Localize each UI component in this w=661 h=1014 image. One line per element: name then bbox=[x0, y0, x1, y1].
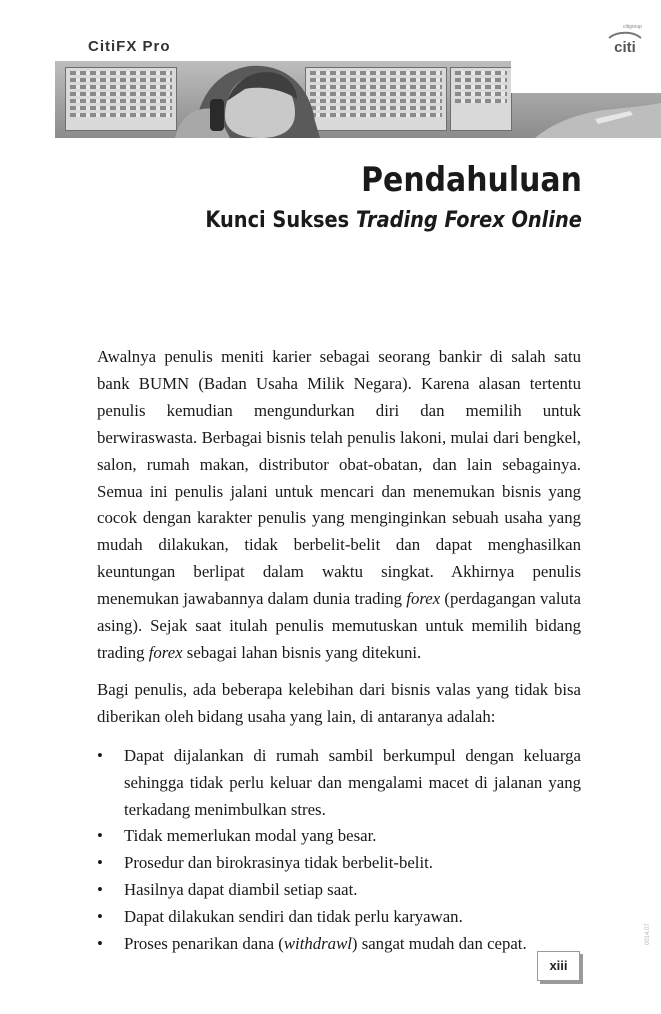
paragraph-intro bbox=[97, 344, 581, 667]
body-content bbox=[97, 344, 581, 958]
benefit-list bbox=[97, 743, 581, 958]
bullet-icon: • bbox=[97, 826, 103, 846]
list-item bbox=[97, 823, 581, 850]
citi-logo-icon bbox=[603, 30, 647, 56]
list-item-text: Hasilnya dapat diambil setiap saat. bbox=[124, 880, 358, 900]
list-item-text: Dapat dijalankan di rumah sambil berkumpul dengan keluarga sehingga tidak perlu keluar dan mengalami macet di jalanan yang terkadang menimbulkan stres. bbox=[124, 745, 581, 819]
italic-term: withdrawl bbox=[283, 934, 352, 954]
list-item-text: Dapat dilakukan sendiri dan tidak perlu karyawan. bbox=[124, 907, 463, 927]
paragraph-text: (perdagangan valuta asing). Sejak saat itulah penulis memutuskan untuk memilih bidang trading bbox=[97, 589, 581, 662]
list-item bbox=[97, 904, 581, 931]
hand-photo bbox=[535, 101, 661, 138]
bullet-icon: • bbox=[97, 934, 103, 954]
list-item bbox=[97, 743, 581, 824]
list-item-text: Prosedur dan birokrasinya tidak berbelit-belit. bbox=[124, 853, 433, 873]
list-item bbox=[97, 850, 581, 877]
bullet-icon: • bbox=[97, 853, 103, 873]
paragraph-text: sebagai lahan bisnis yang ditekuni. bbox=[182, 642, 422, 662]
citi-logo-text: citi bbox=[614, 39, 636, 56]
subtitle-italic: Trading Forex Online bbox=[356, 208, 582, 233]
italic-term: forex bbox=[406, 589, 441, 609]
paragraph-text: Awalnya penulis meniti karier sebagai seorang bankir di salah satu bank BUMN (Badan Usaha Milik Negara). Karena alasan tertentu penulis kemudian mengundurkan diri dan memilih untuk berwiraswasta. Berbagai bisnis telah penulis lakoni, mulai dari bengkel, salon, rumah makan, distributor obat-obatan, dan lain sebagainya. Semua ini penulis jalani untuk mencari dan menemukan bisnis yang cocok dengan karakter penulis yang menginginkan sebuah usaha yang mudah dilakukan, tidak berbelit-belit dan dapat menghasilkan keuntungan berlipat dalam waktu singkat. Akhirnya penulis menemukan jawabannya dalam dunia trading bbox=[97, 347, 581, 609]
page-title: Pendahuluan bbox=[361, 160, 582, 200]
page-subtitle bbox=[205, 208, 582, 233]
bullet-icon: • bbox=[97, 745, 103, 765]
brand-name: CitiFX Pro bbox=[88, 38, 171, 55]
page-number: xiii bbox=[537, 951, 580, 981]
subtitle-normal: Kunci Sukses bbox=[205, 208, 357, 233]
bullet-icon: • bbox=[97, 880, 103, 900]
list-item-text: Tidak memerlukan modal yang besar. bbox=[124, 826, 377, 846]
list-item bbox=[97, 931, 581, 958]
list-item-text: ) sangat mudah dan cepat. bbox=[351, 934, 527, 954]
header-banner bbox=[55, 0, 661, 138]
list-item-text: Proses penarikan dana ( bbox=[124, 934, 284, 954]
citi-tagline: citigroup bbox=[623, 24, 642, 30]
bullet-icon: • bbox=[97, 907, 103, 927]
monitor-screen bbox=[450, 67, 512, 131]
side-code: 0014.07 bbox=[645, 923, 651, 945]
trader-photo bbox=[155, 61, 345, 138]
list-item bbox=[97, 877, 581, 904]
italic-term: forex bbox=[148, 642, 183, 662]
paragraph-benefits: Bagi penulis, ada beberapa kelebihan dari bisnis valas yang tidak bisa diberikan oleh bidang usaha yang lain, di antaranya adalah: bbox=[97, 679, 581, 726]
